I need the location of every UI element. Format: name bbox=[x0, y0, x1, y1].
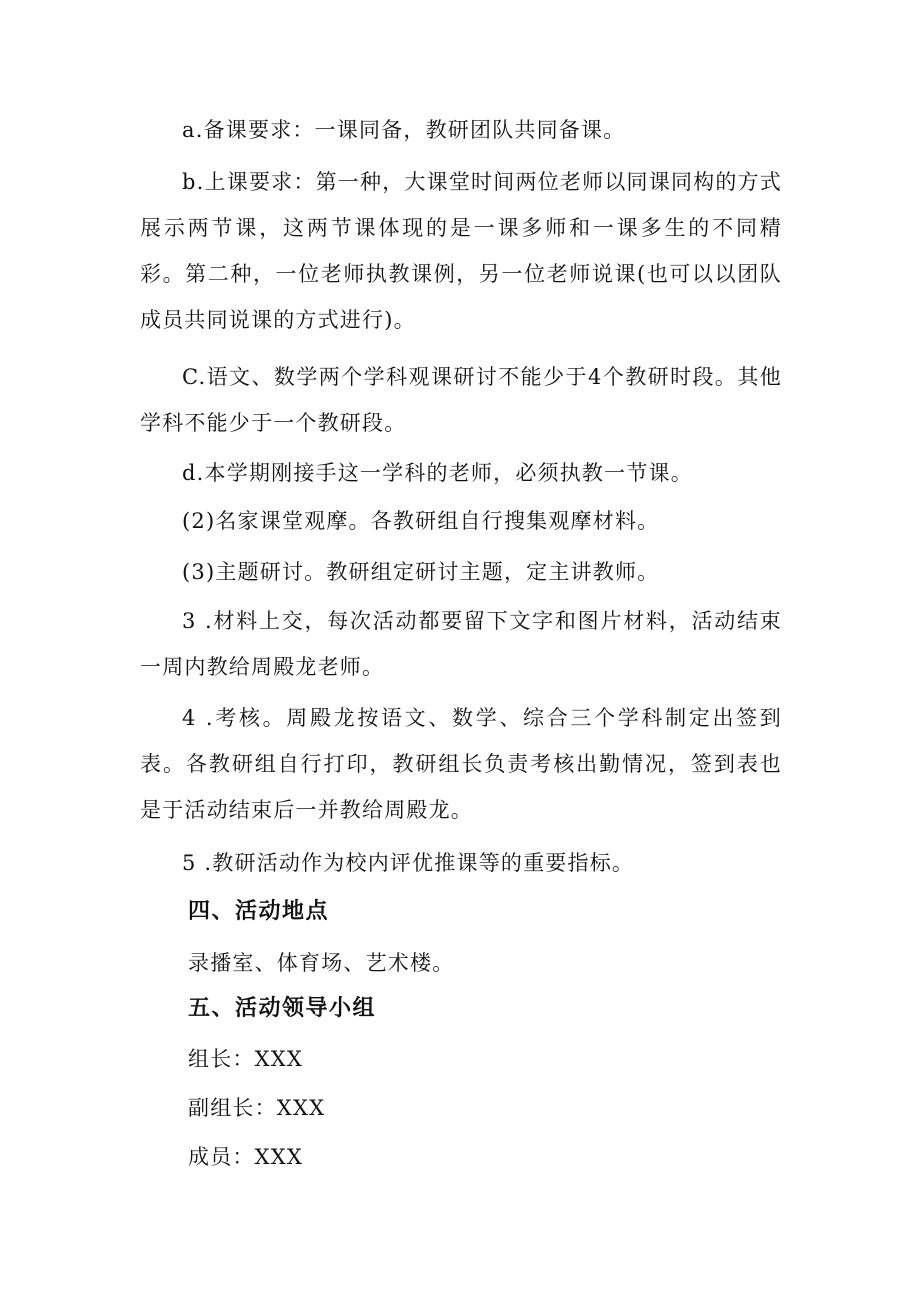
point-5-evaluation-indicator: 5 .教研活动作为校内评优推课等的重要指标。 bbox=[182, 851, 635, 875]
vice-group-leader: 副组长：XXX bbox=[188, 1096, 326, 1120]
section-4-location: 录播室、体育场、艺术楼。 bbox=[188, 951, 455, 975]
item-c-observation-sessions: C.语文、数学两个学科观课研讨不能少于4个教研时段。其他学科不能少于一个教研段。 bbox=[140, 365, 782, 435]
section-4-heading: 四、活动地点 bbox=[188, 899, 330, 924]
item-a-lesson-prep: a.备课要求：一课同备，教研团队共同备课。 bbox=[182, 118, 626, 142]
group-members: 成员：XXX bbox=[188, 1145, 304, 1169]
item-2-expert-observation: (2)名家课堂观摩。各教研组自行搜集观摩材料。 bbox=[182, 509, 660, 533]
point-3-material-submission: 3 .材料上交，每次活动都要留下文字和图片材料，活动结束一周内教给周殿龙老师。 bbox=[140, 609, 782, 679]
section-5-heading: 五、活动领导小组 bbox=[188, 996, 377, 1021]
group-leader: 组长：XXX bbox=[188, 1047, 304, 1071]
item-b-teaching-requirements: b.上课要求：第一种，大课堂时间两位老师以同课同构的方式展示两节课，这两节课体现的是一课多师和一课多生的不同精彩。第二种，一位老师执教课例，另一位老师说课(也可以以团队成员共同说课的方式进行)。 bbox=[140, 170, 782, 332]
point-4-assessment: 4 .考核。周殿龙按语文、数学、综合三个学科制定出签到表。各教研组自行打印，教研组长负责考核出勤情况，签到表也是于活动结束后一并教给周殿龙。 bbox=[140, 706, 782, 822]
item-d-new-teacher: d.本学期刚接手这一学科的老师，必须执教一节课。 bbox=[182, 461, 693, 485]
item-3-theme-discussion: (3)主题研讨。教研组定研讨主题，定主讲教师。 bbox=[182, 560, 660, 584]
